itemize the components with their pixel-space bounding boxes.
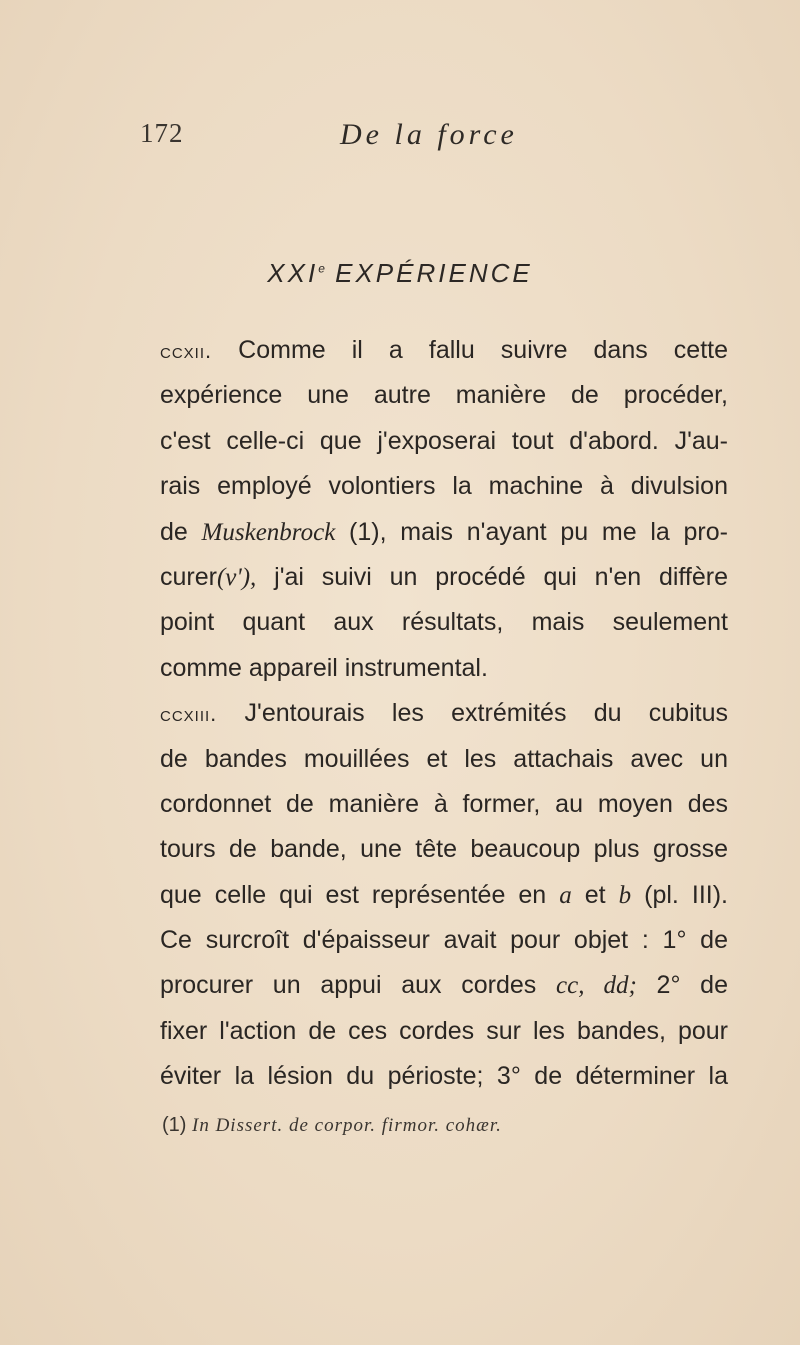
text-span: (1), mais n'ayant pu me la pro- [335,517,728,546]
text-line [160,873,728,918]
figure-letter: b [618,881,632,909]
text-span: procurer un appui aux cordes [160,971,557,1000]
text-span: j'ai suivi un procédé qui n'en diffère [256,562,728,591]
text-line: point quant aux résultats, mais seulement [160,608,728,637]
paragraph-label: ccxiii. [160,701,218,727]
cord-labels: cc, dd; [556,972,637,1000]
text-span: curer [160,562,217,591]
text-line: rais employé volontiers la machine à divulsion [160,472,728,501]
text-line: expérience une autre manière de procéder, [160,381,728,410]
text-line: Ce surcroît d'épaisseur avait pour objet : 1° de [160,926,728,955]
footnote-text: In Dissert. de corpor. firmor. cohær. [192,1115,502,1136]
text-line: tours de bande, une tête beaucoup plus grosse [160,835,728,864]
section-heading [0,258,800,289]
text-line: c'est celle-ci que j'exposerai tout d'abord. J'au- [160,426,728,455]
text-line: cordonnet de manière à former, au moyen des [160,789,728,818]
text-span: et [571,880,619,909]
note-reference: (v'), [216,563,257,591]
paragraph-label: ccxii. [160,338,213,363]
text-line: éviter la lésion du périoste; 3° de déterminer la [160,1062,728,1091]
author-name: Muskenbrock [201,518,336,546]
text-line: fixer l'action de ces cordes sur les bandes, pour [160,1016,728,1045]
page-number: 172 [140,118,184,148]
text-span: J'entourais les extrémités du cubitus [217,699,728,728]
text-line [160,691,728,736]
text-line: de bandes mouillées et les attachais avec un [160,744,728,773]
text-span: que celle qui est représentée en [160,880,560,909]
footnote-marker: (1) [162,1114,192,1136]
section-roman: XXI [267,258,319,288]
text-span: de [160,517,202,546]
text-line [160,963,728,1008]
footnote [162,1114,502,1137]
section-ordinal-suffix: e [318,261,325,276]
text-line [160,510,728,555]
text-span: (pl. III). [631,880,729,909]
text-line [160,555,728,600]
text-span: 2° de [636,971,728,1000]
running-head [140,118,660,158]
figure-letter: a [559,881,572,909]
running-title: De la force [340,118,518,151]
text-span: Comme il a fallu suivre dans cette [212,336,728,364]
body-text [160,328,728,1100]
text-line: comme appareil instrumental. [160,653,488,682]
text-line [160,328,728,373]
section-title: EXPÉRIENCE [335,258,533,288]
